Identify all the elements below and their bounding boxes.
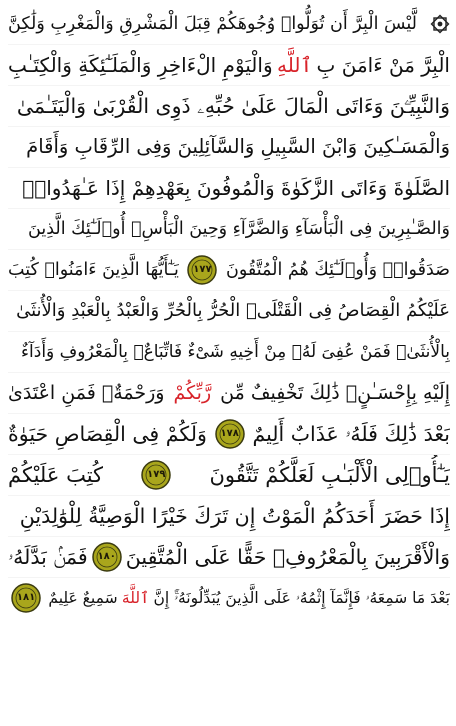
verse-text: فَمَنۢ بَدَّلَهُۥ	[8, 545, 88, 569]
verse-text: وَالْمَسَـٰكِينَ وَابْنَ السَّبِيلِ وَالسَّآئِلِينَ وَفِى الرِّقَابِ وَأَقَامَ	[26, 135, 450, 158]
verse-line	[8, 168, 450, 209]
verse-line	[8, 127, 450, 168]
verse-number: ١٧٧	[193, 264, 212, 275]
verse-number-marker	[215, 419, 245, 449]
verse-text: وَالْيَوْمِ الْءَاخِرِ وَالْمَلَـٰٓئِكَةِ وَالْكِتَـٰبِ	[8, 53, 273, 77]
verse-text: يَـٰٓأُو۟لِى الْأَلْبَـٰبِ لَعَلَّكُمْ تَتَّقُونَ	[209, 463, 450, 487]
verse-text: يَـٰٓأَيُّهَا الَّذِينَ ءَامَنُوا۟ كُتِبَ	[8, 260, 179, 280]
verse-line	[8, 455, 450, 496]
verse-line	[8, 291, 450, 332]
verse-text: صَدَقُوا۟ۖ وَأُو۟لَـٰٓئِكَ هُمُ الْمُتَّقُونَ	[226, 260, 450, 280]
verse-text: كُتِبَ عَلَيْكُمْ	[8, 463, 104, 487]
verse-text: بَعْدَ مَا سَمِعَهُۥ فَإِنَّمَآ إِثْمُهُۥ عَلَى الَّذِينَ يُبَدِّلُونَهُۥٓۚ إِنَّ	[153, 589, 450, 607]
verse-text: إِلَيْهِ بِإِحْسَـٰنٍۗ ذَٰلِكَ تَخْفِيفٌ مِّن	[220, 382, 450, 404]
verse-text: وَلَكُمْ فِى الْقِصَاصِ حَيَوٰةٌ	[8, 422, 207, 446]
divine-name-text: رَّبِّكُمْ	[173, 382, 212, 404]
verse-line	[8, 250, 450, 291]
verse-text: الصَّلَوٰةَ وَءَاتَى الزَّكَوٰةَ وَالْمُوفُونَ بِعَهْدِهِمْ إِذَا عَـٰهَدُوا۟ۖ	[22, 176, 450, 200]
verse-line	[8, 373, 450, 414]
verse-line	[8, 537, 450, 578]
verse-text: الْبِرَّ مَنْ ءَامَنَ بِ	[316, 53, 450, 77]
verse-line	[8, 578, 450, 618]
verse-number-marker	[11, 583, 41, 613]
verse-number-marker	[187, 255, 217, 285]
verse-number: ١٧٨	[220, 428, 239, 439]
verse-number: ١٧٩	[147, 469, 166, 480]
divine-name-text: ٱللَّهَ	[121, 589, 150, 607]
verse-line	[8, 332, 450, 373]
verse-line	[8, 209, 450, 250]
verse-text: سَمِيعٌ عَلِيمٌ	[48, 589, 118, 607]
hizb-quarter-icon	[430, 14, 450, 34]
verse-text: بَعْدَ ذَٰلِكَ فَلَهُۥ عَذَابٌ أَلِيمٌ	[252, 422, 450, 446]
verse-number: ١٨٠	[97, 551, 116, 562]
verse-line	[8, 496, 450, 537]
verse-text: إِذَا حَضَرَ أَحَدَكُمُ الْمَوْتُ إِن تَرَكَ خَيْرًا الْوَصِيَّةُ لِلْوَٰلِدَيْنِ	[19, 504, 450, 528]
verse-text: بِالْأُنثَىٰۚ فَمَنْ عُفِىَ لَهُۥ مِنْ أَخِيهِ شَىْءٌ فَاتِّبَاعٌۢ بِالْمَعْرُوفِ وَأَدَآءٌ	[21, 342, 450, 362]
verse-line	[8, 4, 450, 45]
verse-text: لَّيْسَ الْبِرَّ أَن تُوَلُّوا۟ وُجُوهَكُمْ قِبَلَ الْمَشْرِقِ وَالْمَغْرِبِ وَلَٰكِنَّ	[8, 14, 417, 34]
verse-text: عَلَيْكُمُ الْقِصَاصُ فِى الْقَتْلَىۖ الْحُرُّ بِالْحُرِّ وَالْعَبْدُ بِالْعَبْدِ وَالْأُنثَىٰ	[16, 300, 450, 321]
verse-text: وَرَحْمَةٌۗ فَمَنِ اعْتَدَىٰ	[8, 382, 165, 404]
verse-text: وَالْأَقْرَبِينَ بِالْمَعْرُوفِۖ حَقًّا عَلَى الْمُتَّقِينَ	[125, 545, 450, 569]
verse-number: ١٨١	[16, 592, 36, 603]
divine-name-text: ٱللَّهِ	[277, 53, 313, 77]
verse-line	[8, 86, 450, 127]
verse-number-marker	[92, 542, 122, 572]
verse-line	[8, 414, 450, 455]
verse-number-marker	[141, 460, 171, 490]
verse-text: وَالصَّـٰبِرِينَ فِى الْبَأْسَآءِ وَالضَّرَّآءِ وَحِينَ الْبَأْسِۗ أُو۟لَـٰٓئِكَ الَّذِينَ	[28, 219, 450, 239]
verse-line	[8, 45, 450, 86]
verse-text: وَالنَّبِيِّـۧنَ وَءَاتَى الْمَالَ عَلَىٰ حُبِّهِۦ ذَوِى الْقُرْبَىٰ وَالْيَتَـٰمَىٰ	[16, 94, 450, 118]
